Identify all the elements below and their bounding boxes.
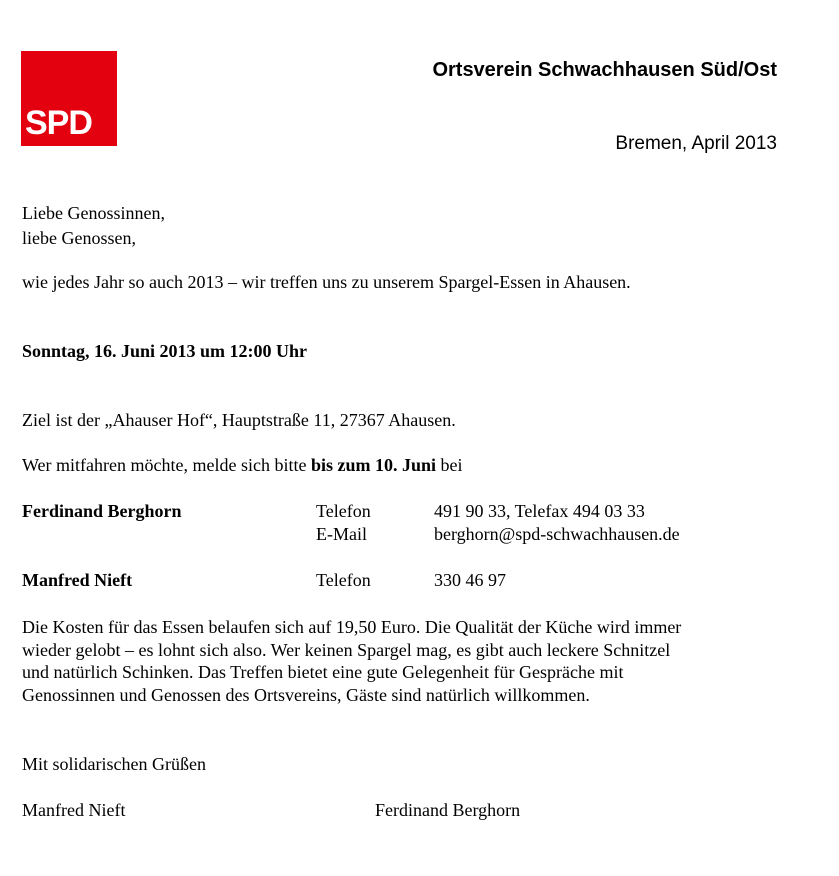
signature-right: Ferdinand Berghorn xyxy=(375,800,521,820)
salutation-line-1: Liebe Genossinnen, xyxy=(22,203,165,223)
organization-name: Ortsverein Schwachhausen Süd/Ost xyxy=(432,59,777,81)
costs-line: Die Kosten für das Essen belaufen sich auf 19,50 Euro. Die Qualität der Küche wird immer xyxy=(22,617,682,637)
location-line: Ziel ist der „Ahauser Hof“, Hauptstraße 11, 27367 Ahausen. xyxy=(22,410,456,430)
closing: Mit solidarischen Grüßen xyxy=(22,754,206,774)
contact-phone-label: Telefon xyxy=(316,570,371,590)
contact-name: Manfred Nieft xyxy=(22,570,133,590)
salutation-line-2: liebe Genossen, xyxy=(22,228,136,248)
costs-line: wieder gelobt – es lohnt sich also. Wer keinen Spargel mag, es gibt auch leckere Schnitzel xyxy=(22,640,671,660)
dateline: Bremen, April 2013 xyxy=(615,133,777,154)
event-date: Sonntag, 16. Juni 2013 um 12:00 Uhr xyxy=(22,341,308,361)
contact-email-value: berghorn@spd-schwachhausen.de xyxy=(434,524,680,544)
signup-prefix: Wer mitfahren möchte, melde sich bitte xyxy=(22,455,311,475)
contact-name: Ferdinand Berghorn xyxy=(22,501,182,521)
intro-paragraph: wie jedes Jahr so auch 2013 – wir treffen uns zu unserem Spargel-Essen in Ahausen. xyxy=(22,272,631,292)
spd-logo xyxy=(21,51,117,146)
contact-phone-value: 330 46 97 xyxy=(434,570,506,590)
signature-left: Manfred Nieft xyxy=(22,800,126,820)
contact-email-label: E-Mail xyxy=(316,524,367,544)
signup-line xyxy=(22,455,463,476)
costs-line: und natürlich Schinken. Das Treffen bietet eine gute Gelegenheit für Gespräche mit xyxy=(22,662,624,682)
costs-line: Genossinnen und Genossen des Ortsvereins, Gäste sind natürlich willkommen. xyxy=(22,685,590,705)
signup-deadline: bis zum 10. Juni xyxy=(310,455,436,475)
logo-text: SPD xyxy=(25,104,92,142)
contact-phone-label: Telefon xyxy=(316,501,371,521)
contact-phone-value: 491 90 33, Telefax 494 03 33 xyxy=(434,501,645,521)
signup-suffix: bei xyxy=(436,455,463,475)
